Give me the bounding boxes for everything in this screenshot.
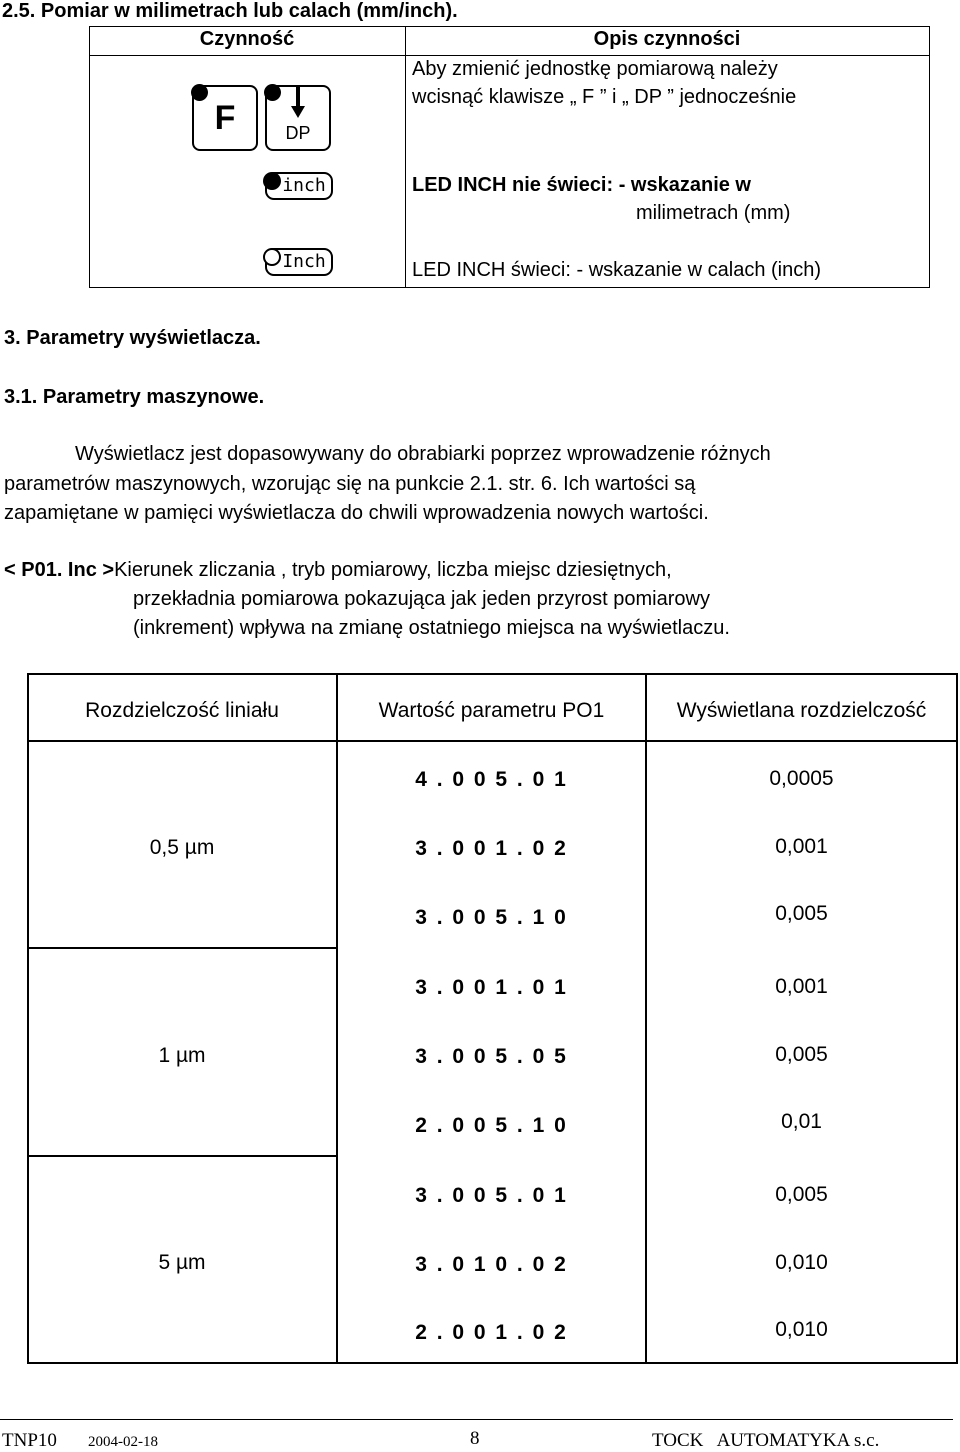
- displayed-cell: 0,010: [775, 1318, 828, 1341]
- param-cell: 3 . 0 1 0 . 0 2: [415, 1253, 568, 1276]
- f-key-button[interactable]: [192, 85, 258, 151]
- displayed-cell: 0,01: [781, 1110, 822, 1133]
- displayed-cell: 0,0005: [769, 767, 834, 790]
- arrow-down-icon: [288, 87, 308, 119]
- param-cell: 3 . 0 0 1 . 0 1: [415, 976, 568, 999]
- param-cell: 4 . 0 0 5 . 0 1: [415, 768, 568, 791]
- led-off-text: LED INCH nie świeci: - wskazanie w: [412, 174, 751, 196]
- description-line: Aby zmienić jednostkę pomiarową należy: [412, 58, 778, 80]
- displayed-cell: 0,010: [775, 1251, 828, 1274]
- f-key-label: F: [214, 99, 236, 137]
- displayed-cell: 0,005: [775, 1183, 828, 1206]
- column-header-action: Czynność: [199, 28, 295, 50]
- led-filled-dot-icon: [263, 172, 281, 190]
- led-on-text: LED INCH świeci: - wskazanie w calach (inch): [412, 259, 822, 281]
- paragraph-line: zapamiętane w pamięci wyświetlacza do chwili wprowadzenia nowych wartości.: [4, 502, 709, 524]
- page-number: 8: [470, 1428, 480, 1449]
- led-off-description-cont: milimetrach (mm): [636, 202, 791, 224]
- param-cell: 2 . 0 0 5 . 1 0: [415, 1114, 568, 1137]
- footer-doc-code: TNP10: [2, 1430, 57, 1451]
- footer-company: TOCK AUTOMATYKA s.c.: [652, 1430, 880, 1451]
- p01-line: przekładnia pomiarowa pokazująca jak jeden przyrost pomiarowy: [133, 588, 710, 610]
- table-header: Rozdzielczość liniału: [85, 699, 279, 722]
- p01-line: (inkrement) wpływa na zmianę ostatniego miejsca na wyświetlaczu.: [133, 617, 730, 639]
- table-header: Wartość parametru PO1: [378, 699, 605, 722]
- led-inch-off-indicator: [265, 172, 333, 200]
- p01-line: [4, 559, 672, 582]
- led-off-description: [412, 174, 751, 197]
- resolution-cell: 5 µm: [158, 1251, 206, 1274]
- displayed-cell: 0,001: [775, 835, 828, 858]
- section-heading: 2.5. Pomiar w milimetrach lub calach (mm/inch).: [2, 0, 458, 22]
- resolution-cell: 0,5 µm: [149, 836, 215, 859]
- displayed-cell: 0,005: [775, 902, 828, 925]
- subsection-heading: 3.1. Parametry maszynowe.: [4, 386, 265, 408]
- param-cell: 3 . 0 0 5 . 0 1: [415, 1184, 568, 1207]
- param-cell: 3 . 0 0 5 . 1 0: [415, 906, 568, 929]
- p01-code: < P01. Inc >: [4, 559, 115, 581]
- param-cell: 2 . 0 0 1 . 0 2: [415, 1321, 568, 1344]
- footer-rule: [0, 1419, 953, 1420]
- param-cell: 3 . 0 0 1 . 0 2: [415, 837, 568, 860]
- led-inch-on-indicator: [265, 248, 333, 276]
- led-label: Inch: [282, 251, 326, 272]
- resolution-cell: 1 µm: [158, 1044, 206, 1067]
- paragraph-line: Wyświetlacz jest dopasowywany do obrabiarki poprzez wprowadzenie różnych: [75, 443, 771, 465]
- led-label: inch: [282, 175, 326, 196]
- footer-date: 2004-02-18: [88, 1434, 158, 1450]
- p01-text: Kierunek zliczania , tryb pomiarowy, liczba miejsc dziesiętnych,: [114, 559, 672, 581]
- indicator-dot-icon: [264, 84, 281, 101]
- column-header-description: Opis czynności: [593, 28, 741, 50]
- led-open-dot-icon: [263, 248, 281, 266]
- led-on-description: [412, 259, 821, 282]
- section-heading: 3. Parametry wyświetlacza.: [4, 327, 261, 349]
- dp-key-button[interactable]: [265, 85, 331, 151]
- description-line: wcisnąć klawisze „ F ” i „ DP ” jednocześnie: [412, 86, 797, 108]
- param-cell: 3 . 0 0 5 . 0 5: [415, 1045, 568, 1068]
- displayed-cell: 0,005: [775, 1043, 828, 1066]
- dp-key-label: DP: [285, 123, 311, 143]
- table-header: Wyświetlana rozdzielczość: [676, 699, 927, 722]
- paragraph-line: parametrów maszynowych, wzorując się na punkcie 2.1. str. 6. Ich wartości są: [4, 473, 696, 495]
- displayed-cell: 0,001: [775, 975, 828, 998]
